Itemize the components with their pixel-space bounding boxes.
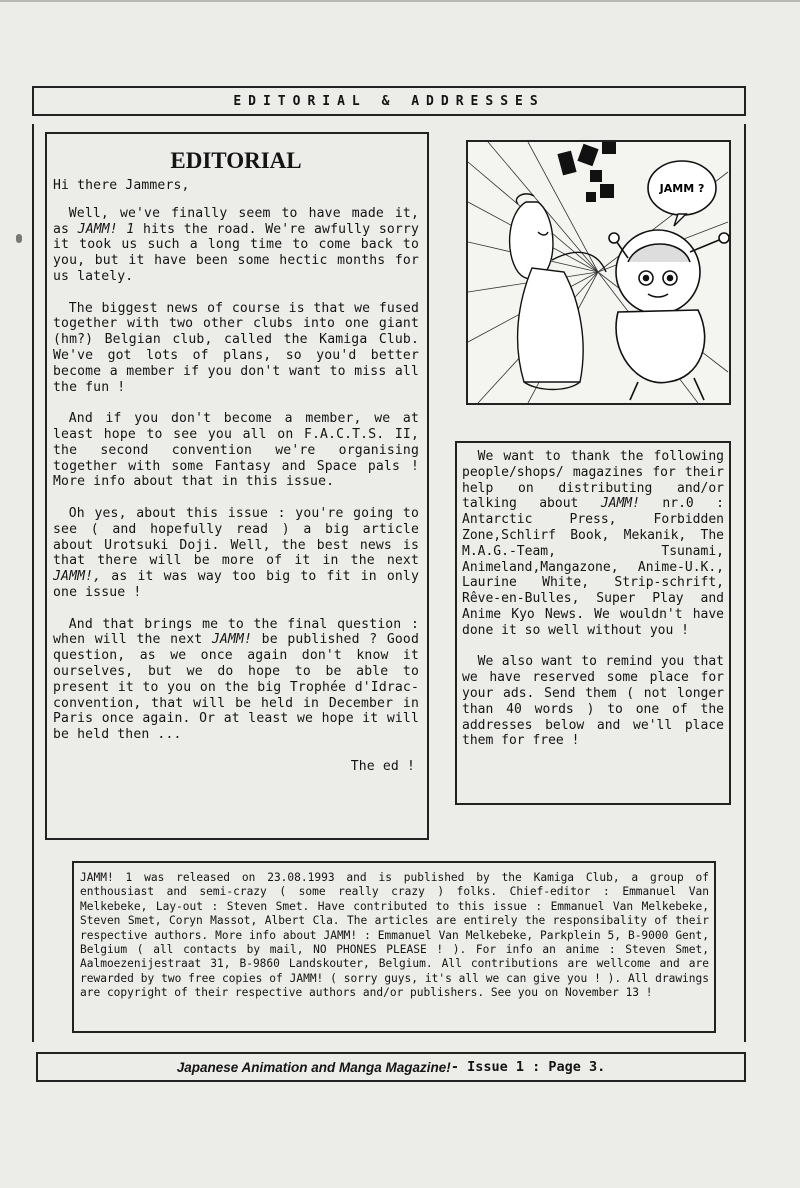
editorial-box bbox=[45, 132, 429, 840]
editorial-paragraph-5: And that brings me to the final question : when will the next JAMM! be published ? Good question, as we once again don't know it ourselves, but we do hope to be able to present it to you on the big Trophée d'Idrac-convention, that will be held in December in Paris once again. Or at least we hope it will be held then ... bbox=[53, 616, 419, 743]
colophon-box bbox=[72, 861, 716, 1033]
top-edge bbox=[0, 0, 800, 2]
manga-illustration-drawing bbox=[468, 142, 729, 403]
flying-blocks bbox=[557, 142, 616, 202]
editorial-paragraph-2: The biggest news of course is that we fused together with two other clubs into one giant (hm?) Belgian club, called the Kamiga Club. We've got lots of plans, so you'd better become a member if you don't want to miss all the fun ! bbox=[53, 300, 419, 395]
editorial-paragraph-1: Well, we've finally seem to have made it, as JAMM! 1 hits the road. We're awfully sorry it took us such a long time to come back to you, but it have been some hectic months for us lately. bbox=[53, 205, 419, 284]
editorial-greeting: Hi there Jammers, bbox=[53, 178, 190, 193]
footer-magazine-name: Japanese Animation and Manga Magazine! bbox=[176, 1059, 451, 1075]
editorial-signature: The ed ! bbox=[350, 758, 415, 774]
thanks-box bbox=[455, 441, 731, 805]
footer-issue-page: - Issue 1 : Page 3. bbox=[450, 1059, 606, 1075]
thanks-paragraph-2: We also want to remind you that we have reserved some place for your ads. Send them ( not longer than 40 words ) to one of the addresses below and we'll place them for free ! bbox=[462, 654, 724, 749]
colophon-text: JAMM! 1 was released on 23.08.1993 and is published by the Kamiga Club, a group of enthousiast and semi-crazy ( some really crazy ) folks. Chief-editor : Emmanuel Van Melkebeke, Lay-out : Steven Smet. Have contributed to this issue : Emmanuel Van Melkebeke, Steven Smet, Coryn Massot, Albert Cla. The articles are entirely the responsibality of their respective authors. More info about JAMM! : Emmanuel Van Melkebeke, Parkplein 5, B-9000 Gent, Belgium ( all contacts by mail, NO PHONES PLEASE ! ). For info an anime : Steven Smet, Aalmoezenijestraat 31, B-9860 Landskouter, Belgium. All contributions are wellcome and are rewarded by two free copies of JAMM! ( sorry guys, it's all we can give you ! ). All drawings are copyright of their respective authors and/or publishers. See you on November 13 ! bbox=[80, 871, 709, 1000]
speech-bubble-text: JAMM ? bbox=[659, 182, 705, 195]
woman-figure bbox=[510, 194, 606, 390]
page-footer bbox=[36, 1052, 746, 1082]
manga-illustration bbox=[466, 140, 731, 405]
editorial-paragraph-3: And if you don't become a member, we at least hope to see you all on F.A.C.T.S. II, the second convention we're organising together with some Fantasy and Space pals ! More info about that in this issue. bbox=[53, 411, 419, 490]
editorial-paragraph-4: Oh yes, about this issue : you're going to see ( and hopefully read ) a big article about Urotsuki Doji. Well, the best news is that there will be more of it in the next JAMM!, as it was way too big to fit in only one issue ! bbox=[53, 505, 419, 600]
thanks-paragraph-1: We want to thank the following people/shops/ magazines for their help on distributing and/or talking about JAMM! nr.0 : Antarctic Press, Forbidden Zone,Schlirf Book, Mekanik, The M.A.G.-Team, Tsunami, Animeland,Mangazone, Anime-U.K., Laurine White, Strip-schrift, Rêve-en-Bulles, Super Play and Anime Kyo News. We wouldn't have done it so well without you ! bbox=[462, 449, 724, 638]
robot-character bbox=[609, 230, 729, 400]
editorial-text bbox=[53, 178, 419, 774]
section-header bbox=[32, 86, 746, 116]
editorial-title: EDITORIAL bbox=[170, 148, 302, 173]
section-header-title: EDITORIAL & ADDRESSES bbox=[233, 93, 545, 109]
paper-speck bbox=[16, 234, 22, 243]
